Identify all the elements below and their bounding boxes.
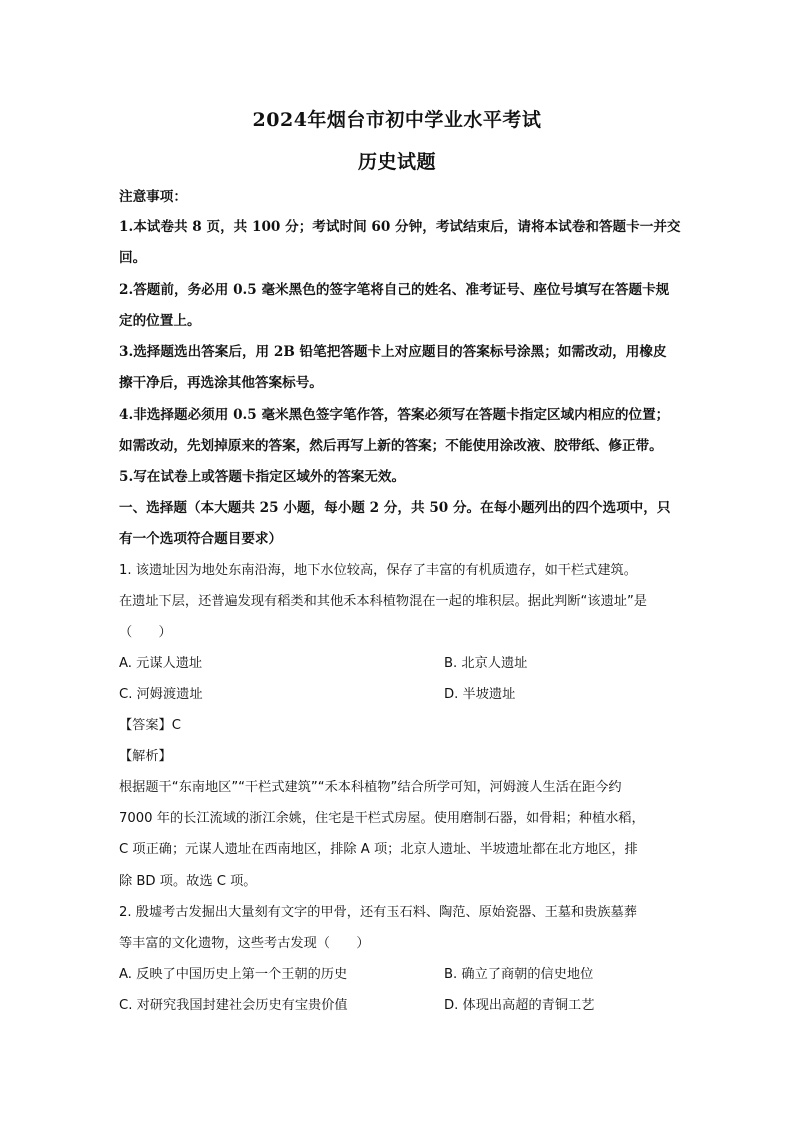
notes-line: 回。 (119, 250, 147, 266)
section-heading: 一、选择题（本大题共 25 小题，每小题 2 分，共 50 分。在每小题列出的四个选项中，只 (119, 500, 671, 516)
exam-title: 2024年烟台市初中学业水平考试 (252, 109, 542, 131)
q1-stem: 在遗址下层，还普遍发现有稻类和其他禾本科植物混在一起的堆积层。据此判断“该遗址”是 (119, 594, 647, 609)
q1-stem: （ ） (119, 625, 172, 640)
section-heading: 有一个选项符合题目要求） (119, 531, 283, 547)
notes-line: 4.非选择题必须用 0.5 毫米黑色签字笔作答，答案必须写在答题卡指定区域内相应的位置； (119, 407, 670, 423)
q2-option-c: C. 对研究我国封建社会历史有宝贵价值 (119, 998, 348, 1013)
exam-subtitle: 历史试题 (357, 151, 436, 173)
notes-line: 如需改动，先划掉原来的答案，然后再写上新的答案；不能使用涂改液、胶带纸、修正带。 (119, 438, 663, 454)
notes-line: 5.写在试卷上或答题卡指定区域外的答案无效。 (119, 469, 406, 485)
q1-analysis-line: 7000 年的长江流域的浙江余姚，住宅是干栏式房屋。使用磨制石器，如骨耜；种植水稻， (119, 811, 645, 826)
q1-answer: 【答案】C (119, 718, 181, 733)
q1-analysis-line: 根据题干“东南地区”“干栏式建筑”“禾本科植物”结合所学可知，河姆渡人生活在距今约 (119, 780, 622, 795)
q1-option-d: D. 半坡遗址 (444, 687, 516, 702)
q2-option-b: B. 确立了商朝的信史地位 (444, 967, 594, 982)
notes-line: 擦干净后，再选涂其他答案标号。 (119, 375, 323, 391)
notes-heading: 注意事项： (119, 189, 187, 205)
q1-analysis-line: 除 BD 项。故选 C 项。 (119, 874, 257, 889)
q1-stem: 1. 该遗址因为地处东南沿海，地下水位较高，保存了丰富的有机质遗存，如干栏式建筑。 (119, 563, 637, 578)
q2-stem: 2. 殷墟考古发掘出大量刻有文字的甲骨，还有玉石料、陶范、原始瓷器、王墓和贵族墓葬 (119, 905, 637, 920)
q2-stem: 等丰富的文化遗物，这些考古发现（ ） (119, 936, 370, 951)
q2-option-d: D. 体现出高超的青铜工艺 (444, 998, 595, 1013)
q2-option-a: A. 反映了中国历史上第一个王朝的历史 (119, 967, 348, 982)
notes-line: 3.选择题选出答案后，用 2B 铅笔把答题卡上对应题目的答案标号涂黑；如需改动，用橡皮 (119, 344, 667, 360)
notes-line: 定的位置上。 (119, 313, 201, 329)
notes-line: 2.答题前，务必用 0.5 毫米黑色的签字笔将自己的姓名、准考证号、座位号填写在答题卡规 (119, 282, 670, 298)
q1-option-a: A. 元谋人遗址 (119, 656, 203, 671)
q1-option-b: B. 北京人遗址 (444, 656, 528, 671)
q1-analysis-label: 【解析】 (119, 749, 172, 764)
notes-line: 1.本试卷共 8 页，共 100 分；考试时间 60 分钟，考试结束后，请将本试卷和答题卡一并交 (119, 219, 681, 235)
q1-option-c: C. 河姆渡遗址 (119, 687, 203, 702)
q1-analysis-line: C 项正确；元谋人遗址在西南地区，排除 A 项；北京人遗址、半坡遗址都在北方地区，排 (119, 842, 638, 857)
